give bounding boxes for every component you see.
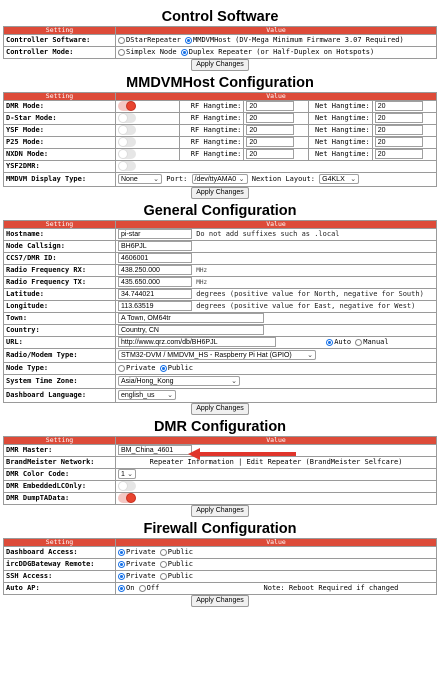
row-label: NXDN Mode: [4,149,116,161]
select-value: STM32-DVM / MMDVM_HS - Raspberry Pi Hat (GPIO) [121,352,292,359]
chevron-down-icon: ⌄ [307,352,313,359]
general-table [3,220,437,403]
net-hangtime-label: Net Hangtime: [308,101,372,113]
dmr-section [0,418,440,518]
row-label: DMR Mode: [4,101,116,113]
option-label: Private [126,572,156,580]
chevron-down-icon: ⌄ [127,471,133,478]
apply-changes-button[interactable]: Apply Changes [191,595,248,607]
radio-mmdvmhost[interactable] [185,37,192,44]
section-title: Control Software [161,9,279,25]
option-label: Public [167,560,194,568]
option-label: Duplex Repeater (or Half-Duplex on Hotspots) [188,48,375,56]
option-label: Private [126,560,156,568]
net-hangtime-input[interactable]: 20 [375,137,423,147]
mode-toggle[interactable] [118,137,136,147]
mode-toggle[interactable] [118,149,136,159]
option-label: Public [167,364,194,372]
radio-dstarrepeater[interactable] [118,37,125,44]
option-label: Private [126,548,156,556]
row-label: Hostname: [4,229,116,241]
firewall-table [3,538,437,595]
option-label: MMDVMHost (DV-Mega Minimum Firmware 3.07 Required) [193,36,404,44]
embedded-lc-toggle[interactable] [118,481,136,491]
section-title: DMR Configuration [153,419,287,435]
ysf2dmr-toggle[interactable] [118,161,136,171]
row-label: YSF2DMR: [4,161,116,173]
header-setting: Setting [4,437,116,445]
chevron-down-icon: ⌄ [350,176,357,183]
select-value: None [121,176,138,183]
net-hangtime-input[interactable]: 20 [375,125,423,135]
row-label: BrandMeister Network: [4,457,116,469]
radio-irc-private[interactable] [118,561,125,568]
option-label: Off [146,584,160,592]
row-label: Country: [4,325,116,337]
row-label: Auto AP: [4,583,116,595]
row-label: Dashboard Language: [4,389,116,403]
longitude-note: degrees (positive value for East, negative for West) [196,302,416,310]
row-label: YSF Mode: [4,125,116,137]
rf-hangtime-input[interactable]: 20 [246,149,294,159]
option-label: Manual [363,338,389,346]
row-label: Town: [4,313,116,325]
radio-node-public[interactable] [160,365,167,372]
select-value: G4KLX [322,176,345,183]
radio-autoap-off[interactable] [139,585,146,592]
rf-hangtime-label: RF Hangtime: [180,125,244,137]
option-label: On [126,584,135,592]
row-label: Radio/Modem Type: [4,349,116,363]
control-software-section [0,8,440,72]
row-label: Node Type: [4,363,116,375]
radio-dashboard-public[interactable] [160,549,167,556]
section-title: MMDVMHost Configuration [126,75,314,91]
chevron-down-icon: ⌄ [153,176,159,183]
header-setting: Setting [4,27,116,35]
rf-hangtime-input[interactable]: 20 [246,125,294,135]
callsign-input[interactable]: BH6PJL [118,241,192,251]
timezone-select[interactable] [118,376,240,386]
nextion-label: Nextion Layout: [251,175,315,183]
header-value: Value [116,27,437,35]
row-label: DMR Color Code: [4,469,116,481]
language-select[interactable] [118,390,176,400]
radio-simplex[interactable] [118,49,125,56]
net-hangtime-label: Net Hangtime: [308,149,372,161]
radio-irc-public[interactable] [160,561,167,568]
rf-hangtime-label: RF Hangtime: [180,113,244,125]
row-label: URL: [4,337,116,349]
latitude-input[interactable]: 34.744021 [118,289,192,299]
radio-autoap-on[interactable] [118,585,125,592]
select-value: /dev/ttyAMA0 [194,176,237,183]
hostname-note: Do not add suffixes such as .local [196,230,340,238]
net-hangtime-label: Net Hangtime: [308,113,372,125]
row-label: Longitude: [4,301,116,313]
row-label: Radio Frequency TX: [4,277,116,289]
row-label: DMR DumpTAData: [4,493,116,505]
row-label: DMR EmbeddedLCOnly: [4,481,116,493]
general-section [0,202,440,416]
section-title: Firewall Configuration [143,521,297,537]
row-label: Controller Mode: [4,47,116,59]
row-label: Dashboard Access: [4,547,116,559]
row-label: Node Callsign: [4,241,116,253]
mode-row [4,101,437,113]
row-label: DMR Master: [4,445,116,457]
row-label: P25 Mode: [4,137,116,149]
mode-row [4,149,437,161]
display-type-select[interactable] [118,174,162,184]
select-value: Asia/Hong_Kong [121,378,174,385]
firewall-section [0,520,440,608]
row-label: Latitude: [4,289,116,301]
control-table [3,26,437,59]
section-title: General Configuration [143,203,297,219]
unit-label: MHz [196,279,208,286]
mmdvmhost-section [0,74,440,200]
radio-dashboard-private[interactable] [118,549,125,556]
tx-frequency-input[interactable]: 435.650.000 [118,277,192,287]
row-label: ircDDGBateway Remote: [4,559,116,571]
rf-hangtime-label: RF Hangtime: [180,149,244,161]
url-input[interactable]: http://www.qrz.com/db/BH6PJL [118,337,276,347]
header-setting: Setting [4,93,116,101]
option-label: Auto [334,338,352,346]
brandmeister-links[interactable]: Repeater Information | Edit Repeater (BrandMeister Selfcare) [149,458,403,466]
rf-hangtime-label: RF Hangtime: [180,137,244,149]
rx-frequency-input[interactable]: 438.250.000 [118,265,192,275]
nextion-select[interactable] [319,174,359,184]
chevron-down-icon: ⌄ [167,392,173,399]
rf-hangtime-input[interactable]: 20 [246,137,294,147]
radio-ssh-public[interactable] [160,573,167,580]
net-hangtime-input[interactable]: 20 [375,101,423,111]
town-input[interactable]: A Town, OM64tr [118,313,264,323]
option-label: Private [126,364,156,372]
radio-ssh-private[interactable] [118,573,125,580]
apply-changes-button[interactable]: Apply Changes [191,505,248,517]
rf-hangtime-input[interactable]: 20 [246,101,294,111]
row-label: SSH Access: [4,571,116,583]
row-label: System Time Zone: [4,375,116,389]
modem-select[interactable] [118,350,316,360]
apply-changes-button[interactable]: Apply Changes [191,59,248,71]
port-select[interactable] [192,174,248,184]
mode-toggle[interactable] [118,125,136,135]
country-input[interactable]: Country, CN [118,325,264,335]
header-value: Value [116,221,437,229]
select-value: 1 [121,471,125,478]
radio-node-private[interactable] [118,365,125,372]
header-value: Value [116,93,437,101]
reboot-note: Note: Reboot Required if changed [263,584,399,592]
mode-toggle[interactable] [118,101,136,111]
radio-duplex[interactable] [181,49,188,56]
option-label: DStarRepeater [126,36,181,44]
row-label: Radio Frequency RX: [4,265,116,277]
apply-changes-button[interactable]: Apply Changes [191,403,248,415]
mode-row [4,137,437,149]
option-label: Simplex Node [126,48,177,56]
dmr-master-select[interactable]: BM_China_4601 [118,445,192,455]
mode-toggle[interactable] [118,113,136,123]
chevron-down-icon: ⌄ [238,176,245,183]
net-hangtime-label: Net Hangtime: [308,125,372,137]
select-value: english_us [121,392,155,399]
header-value: Value [116,539,437,547]
chevron-down-icon: ⌄ [231,378,237,385]
dmr-id-input[interactable]: 4606001 [118,253,192,263]
option-label: Public [167,572,194,580]
unit-label: MHz [196,267,208,274]
row-label: Controller Software: [4,35,116,47]
mode-row [4,113,437,125]
radio-url-manual[interactable] [355,339,362,346]
header-value: Value [116,437,437,445]
dump-ta-data-toggle[interactable] [118,493,136,503]
hostname-input[interactable]: pi-star [118,229,192,239]
net-hangtime-input[interactable]: 20 [375,113,423,123]
color-code-select[interactable] [118,469,136,479]
net-hangtime-label: Net Hangtime: [308,137,372,149]
row-label: D-Star Mode: [4,113,116,125]
option-label: Public [167,548,194,556]
header-setting: Setting [4,221,116,229]
mode-row [4,125,437,137]
longitude-input[interactable]: 113.63519 [118,301,192,311]
row-label: MMDVM Display Type: [4,173,116,187]
mmdvm-table [3,92,437,187]
radio-url-auto[interactable] [326,339,333,346]
rf-hangtime-input[interactable]: 20 [246,113,294,123]
red-arrow-annotation [188,447,298,461]
port-label: Port: [166,175,188,183]
row-label: CCS7/DMR ID: [4,253,116,265]
latitude-note: degrees (positive value for North, negative for South) [196,290,424,298]
header-setting: Setting [4,539,116,547]
net-hangtime-input[interactable]: 20 [375,149,423,159]
apply-changes-button[interactable]: Apply Changes [191,187,248,199]
rf-hangtime-label: RF Hangtime: [180,101,244,113]
